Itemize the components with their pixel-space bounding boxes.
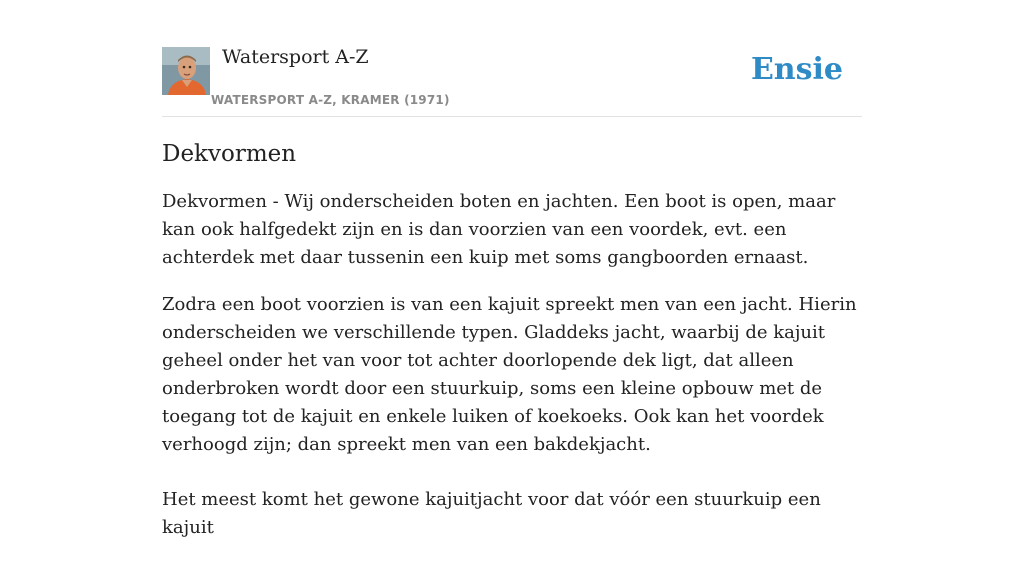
entry-paragraph: Zodra een boot voorzien is van een kajuit spreekt men van een jacht. Hierin onderscheiden we verschillende typen. Gladdeks jacht, waarbij de kajuit geheel onder het van voor tot achter doorlopende dek ligt, dat alleen onderbroken wordt door een stuurkuip, soms een kleine opbouw met de toegang tot de kajuit en enkele luiken of koekoeks. Ook kan het voordek verhoogd zijn; dan spreekt men van een bakdekjacht. [162,294,857,455]
brand-logo[interactable]: Ensie [750,52,843,87]
source-subtitle: WATERSPORT A-Z, KRAMER (1971) [211,93,450,107]
entry-content [162,138,862,561]
source-title[interactable]: Watersport A-Z [222,46,369,68]
entry-paragraph: Het meest komt het gewone kajuitjacht voor dat vóór een stuurkuip een kajuit [162,489,821,538]
person-portrait-icon [162,47,210,95]
source-header [162,0,862,117]
avatar[interactable] [162,47,210,95]
page-title: Dekvormen [162,141,297,167]
entry-paragraph: Dekvormen - Wij onderscheiden boten en jachten. Een boot is open, maar kan ook halfgedekt zijn en is dan voorzien van een voordek, evt. een achterdek met daar tussenin een kuip met soms gangboorden ernaast. [162,191,836,268]
